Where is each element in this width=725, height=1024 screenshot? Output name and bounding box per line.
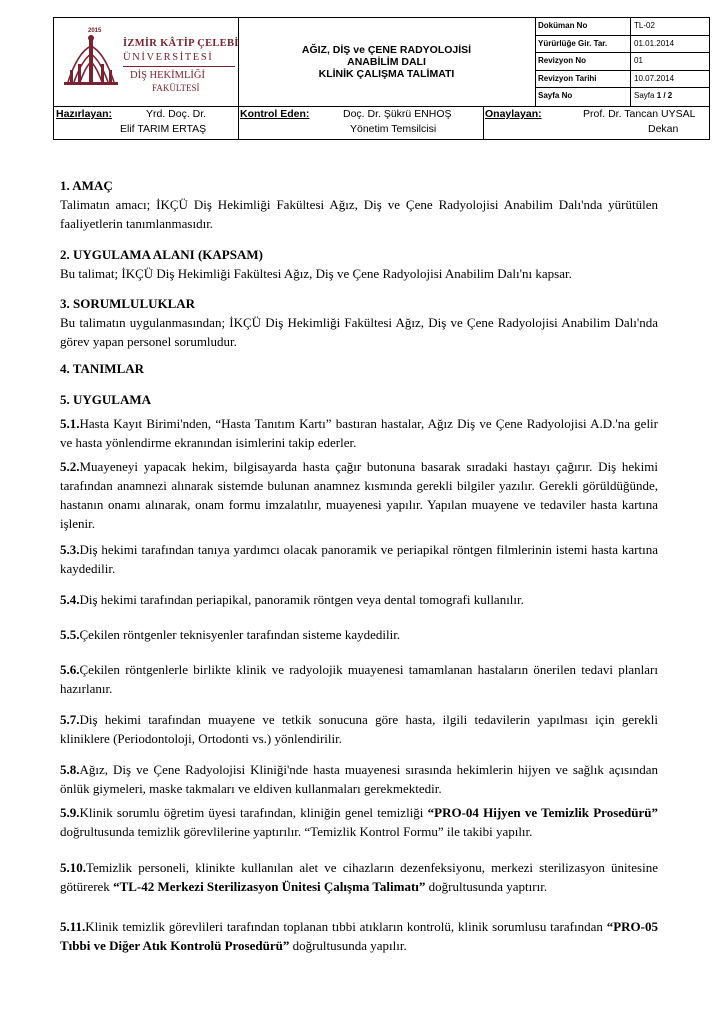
logo-faculty-word: FAKÜLTESİ xyxy=(152,83,200,93)
list-item-5-4 xyxy=(60,590,658,609)
item-number: 5.5. xyxy=(60,627,80,642)
document-meta-table xyxy=(535,18,709,106)
item-text: Klinik sorumlu öğretim üyesi tarafından, kliniğin genel temizliği xyxy=(79,805,428,820)
logo-university-word: ÜNİVERSİTESİ xyxy=(123,52,214,63)
meta-key: Revizyon No xyxy=(535,53,631,70)
list-item-5-2 xyxy=(60,457,658,533)
page-number: 1 / 2 xyxy=(656,91,673,101)
item-text-end: doğrultusunda temizlik görevlilerine yaptırılır. “Temizlik Kontrol Formu” ile takibi yapılır. xyxy=(60,824,533,839)
section-heading: 5. UYGULAMA xyxy=(60,392,151,407)
section-responsibilities xyxy=(60,294,658,351)
title-line-3: KLİNİK ÇALIŞMA TALİMATI xyxy=(318,68,455,80)
item-text: Çekilen röntgenler teknisyenler tarafından sisteme kaydedilir. xyxy=(79,627,401,642)
signature-row xyxy=(53,107,710,140)
item-text: Klinik temizlik görevlileri tarafından toplanan tıbbi atıkların kontrolü, klinik sorumlusu tarafından xyxy=(85,919,607,934)
meta-key: Yürürlüğe Gir. Tar. xyxy=(535,36,631,53)
section-definitions xyxy=(60,359,658,378)
title-line-1: AĞIZ, DİŞ ve ÇENE RADYOLOJİSİ xyxy=(301,44,472,56)
logo-year: 2015 xyxy=(88,28,102,34)
item-text: Diş hekimi tarafından muayene ve tetkik sonucuna göre hasta, ilgili tedavilerin yapılması için gerekli kliniklere (Periodontoloji, Ortodonti vs.) yönlendirilir. xyxy=(60,712,658,746)
section-text: Bu talimat; İKÇÜ Diş Hekimliği Fakültesi Ağız, Diş ve Çene Radyolojisi Anabilim Dalı'nı kapsar. xyxy=(60,266,572,281)
approved-by-label: Onaylayan: xyxy=(485,108,542,120)
item-number: 5.11. xyxy=(60,919,86,934)
list-item-5-10 xyxy=(60,858,658,896)
item-text: Hasta Kayıt Birimi'nden, “Hasta Tanıtım Kartı” bastıran hastalar, Ağız Diş ve Çene Radyolojisi A.D.'na gelir ve hasta yönlendirme ekranından isimlerini takip ederler. xyxy=(60,416,658,450)
meta-value: 10.07.2014 xyxy=(634,73,675,83)
item-number: 5.3. xyxy=(60,542,80,557)
item-text: Diş hekimi tarafından tanıya yardımcı olacak panoramik ve periapikal röntgen filmlerinin istemi hasta kartına kaydedilir. xyxy=(60,542,658,576)
document-header xyxy=(53,17,710,107)
list-item-5-9 xyxy=(60,803,658,841)
section-heading: 2. UYGULAMA ALANI (KAPSAM) xyxy=(60,247,263,262)
controlled-by-label: Kontrol Eden: xyxy=(240,108,310,120)
item-number: 5.2. xyxy=(60,459,80,474)
prepared-by-label: Hazırlayan: xyxy=(56,108,113,120)
section-heading: 4. TANIMLAR xyxy=(60,361,145,376)
item-text-end: doğrultusunda yaptırır. xyxy=(425,879,548,894)
prepared-by-cell xyxy=(54,107,239,139)
item-reference: “TL-42 Merkezi Sterilizasyon Ünitesi Çalışma Talimatı” xyxy=(113,879,426,894)
meta-row-effective-date xyxy=(535,36,709,54)
university-emblem-icon xyxy=(60,32,122,92)
controlled-by-name: Doç. Dr. Şükrü ENHOŞ xyxy=(343,108,452,120)
prepared-by-title: Yrd. Doç. Dr. xyxy=(146,108,207,120)
controlled-by-role: Yönetim Temsilcisi xyxy=(350,123,437,135)
logo-cell xyxy=(54,18,239,106)
meta-key: Doküman No xyxy=(535,18,631,35)
list-item-5-11 xyxy=(60,917,658,955)
university-logo xyxy=(60,28,239,98)
page-prefix: Sayfa xyxy=(634,91,657,101)
approved-by-role: Dekan xyxy=(648,123,679,135)
item-number: 5.6. xyxy=(60,662,80,677)
item-reference: “PRO-04 Hijyen ve Temizlik Prosedürü” xyxy=(427,805,658,820)
item-reference: “PRO-05 Tıbbi ve Diğer Atık Kontrolü Prosedürü” xyxy=(60,919,658,953)
item-text: Temizlik personeli, klinikte kullanılan alet ve cihazların dezenfeksiyonu, merkezi sterilizasyon ünitesine götürerek xyxy=(60,860,658,894)
section-purpose xyxy=(60,176,658,233)
list-item-5-3 xyxy=(60,540,658,578)
meta-key: Revizyon Tarihi xyxy=(535,71,631,88)
list-item-5-6 xyxy=(60,660,658,698)
title-line-2: ANABİLİM DALI xyxy=(347,56,426,68)
section-text: Bu talimatın uygulanmasından; İKÇÜ Diş Hekimliği Fakültesi Ağız, Diş ve Çene Radyolojisi Anabilim Dalı'nda görev yapan personel sorumludur. xyxy=(60,315,658,349)
list-item-5-1 xyxy=(60,414,658,452)
item-text: Çekilen röntgenlerle birlikte klinik ve radyolojik muayenesi tamamlanan hastaların önerilen tedavi planları hazırlanır. xyxy=(60,662,658,696)
list-item-5-8 xyxy=(60,760,658,798)
meta-key: Sayfa No xyxy=(535,88,631,106)
item-text: Ağız, Diş ve Çene Radyolojisi Kliniği'nde hasta muayenesi sırasında hekimlerin hijyen ve sağlık açısından önlük giymeleri, maske takmaları ve eldiven kullanmaları gerekmektedir. xyxy=(60,762,658,796)
item-number: 5.10. xyxy=(60,860,86,875)
meta-value: 01 xyxy=(634,56,643,66)
item-number: 5.7. xyxy=(60,712,80,727)
item-text-end: doğrultusunda yapılır. xyxy=(289,938,407,953)
meta-row-document-no xyxy=(535,18,709,36)
meta-row-page-no xyxy=(535,88,709,106)
list-item-5-5 xyxy=(60,625,658,644)
section-application xyxy=(60,390,658,409)
meta-row-revision-no xyxy=(535,53,709,71)
approved-by-name: Prof. Dr. Tancan UYSAL xyxy=(583,108,696,120)
section-text: Talimatın amacı; İKÇÜ Diş Hekimliği Fakültesi Ağız, Diş ve Çene Radyolojisi Anabilim Dalı'nda yürütülen faaliyetlerin tanımlanmasıdır. xyxy=(60,197,658,231)
logo-university-name: İZMİR KÂTİP ÇELEBİ xyxy=(123,38,239,49)
item-number: 5.4. xyxy=(60,592,80,607)
item-number: 5.9. xyxy=(60,805,80,820)
approved-by-cell xyxy=(483,107,709,139)
controlled-by-cell xyxy=(238,107,484,139)
section-scope xyxy=(60,245,658,283)
list-item-5-7 xyxy=(60,710,658,748)
item-number: 5.1. xyxy=(60,416,80,431)
logo-divider xyxy=(123,66,235,67)
meta-value: TL-02 xyxy=(634,21,655,30)
section-heading: 1. AMAÇ xyxy=(60,178,113,193)
logo-faculty-name: DİŞ HEKİMLİĞİ xyxy=(130,70,205,81)
item-text: Muayeneyi yapacak hekim, bilgisayarda hasta çağır butonuna basarak sıradaki hastayı çağırır. Diş hekimi tarafından anamnezi alınarak sistemde bulunan anamnez kısmında gerekli bilgiler yazılır. Gerekli görüldüğünde, hastanın onamı alınarak, onam formu imzalatılır, muayenesi yapılır. Yapılan muayene ve tedaviler hasta kartına işlenir. xyxy=(60,459,658,531)
meta-row-revision-date xyxy=(535,71,709,89)
section-heading: 3. SORUMLULUKLAR xyxy=(60,296,196,311)
meta-value: 01.01.2014 xyxy=(634,38,675,48)
prepared-by-name: Elif TARIM ERTAŞ xyxy=(120,123,207,135)
item-text: Diş hekimi tarafından periapikal, panoramik röntgen veya dental tomografi kullanılır. xyxy=(79,592,524,607)
document-title xyxy=(238,18,536,106)
item-number: 5.8. xyxy=(60,762,80,777)
meta-value xyxy=(631,88,709,106)
